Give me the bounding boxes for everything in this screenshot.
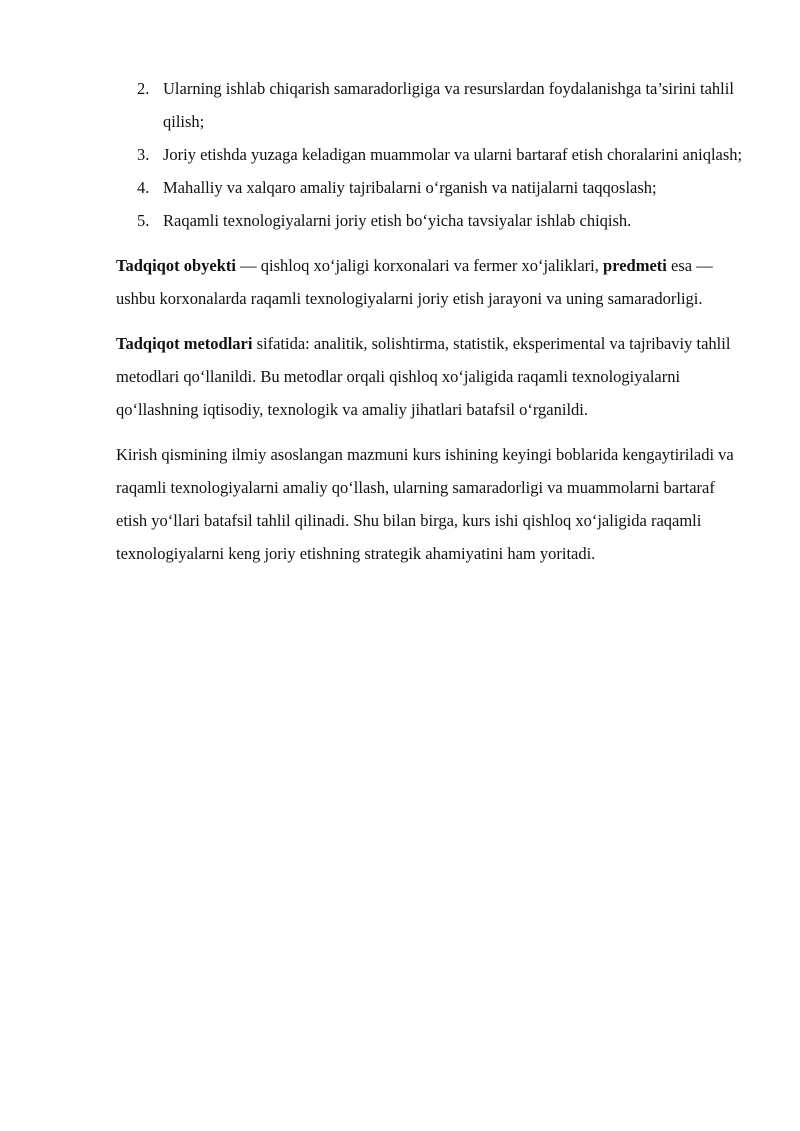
- research-subject-term: predmeti: [603, 256, 667, 275]
- list-item-number: 5.: [137, 211, 150, 230]
- research-subject-text: esa — ushbu korxonalarda raqamli texnologiyalarni joriy etish jarayoni va uning samaradorligi.: [116, 256, 713, 308]
- list-item-text: Raqamli texnologiyalarni joriy etish bo‘yicha tavsiyalar ishlab chiqish.: [163, 211, 632, 230]
- research-object-text: — qishloq xo‘jaligi korxonalari va fermer xo‘jaliklari,: [235, 256, 604, 275]
- research-methods-paragraph: [116, 327, 748, 426]
- conclusion-text: Kirish qismining ilmiy asoslangan mazmuni kurs ishining keyingi boblarida kengaytiriladi va raqamli texnologiyalarni amaliy qo‘llash, ularning samaradorligi va muammolarni bartaraf etish yo‘llari batafsil tahlil qilinadi. Shu bilan birga, kurs ishi qishloq xo‘jaligida raqamli texnologiyalarni keng joriy etishning strategik ahamiyatini ham yoritadi.: [116, 445, 734, 563]
- list-item: [116, 138, 748, 171]
- document-body: [116, 72, 748, 570]
- research-object-paragraph: [116, 249, 748, 315]
- list-item-number: 4.: [137, 178, 150, 197]
- list-item: [116, 204, 748, 237]
- list-item-text: Ularning ishlab chiqarish samaradorligiga va resurslardan foydalanishga ta’sirini tahlil qilish;: [163, 79, 734, 131]
- list-item: [116, 171, 748, 204]
- list-item-number: 2.: [137, 79, 150, 98]
- list-item-text: Mahalliy va xalqaro amaliy tajribalarni o‘rganish va natijalarni taqqoslash;: [163, 178, 657, 197]
- research-methods-term: Tadqiqot metodlari: [116, 334, 253, 353]
- task-list: [116, 72, 748, 237]
- list-item: [116, 72, 748, 138]
- research-object-term: Tadqiqot obyekti: [116, 256, 236, 275]
- conclusion-paragraph: [116, 438, 748, 570]
- research-methods-text: sifatida: analitik, solishtirma, statistik, eksperimental va tajribaviy tahlil metodlari qo‘llanildi. Bu metodlar orqali qishloq xo‘jaligida raqamli texnologiyalarni qo‘llashning iqtisodiy, texnologik va amaliy jihatlari batafsil o‘rganildi.: [116, 334, 731, 419]
- list-item-text: Joriy etishda yuzaga keladigan muammolar va ularni bartaraf etish choralarini aniqlash;: [163, 145, 743, 164]
- list-item-number: 3.: [137, 145, 150, 164]
